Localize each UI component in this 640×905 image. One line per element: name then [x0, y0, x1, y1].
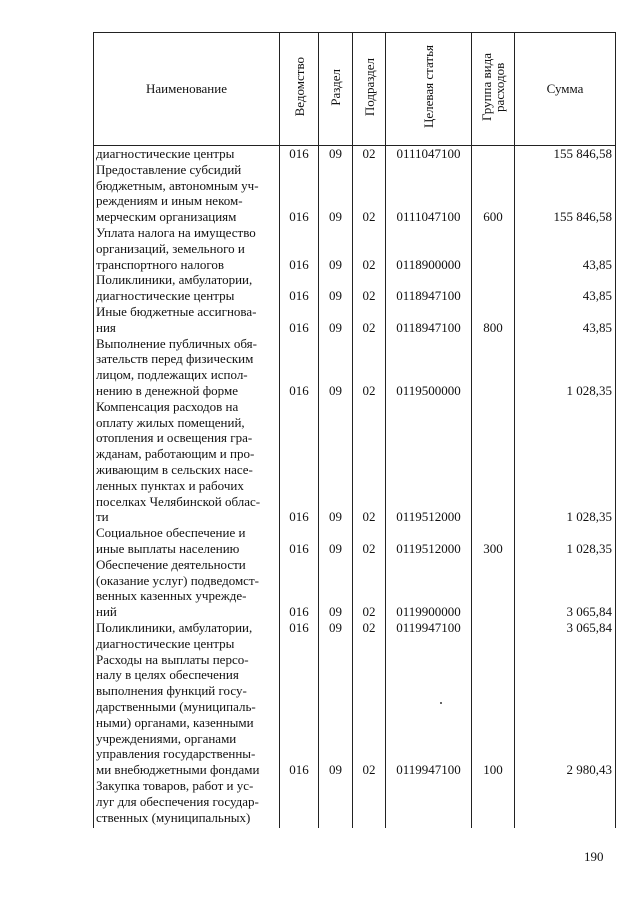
row-subsection: [353, 162, 386, 225]
row-expense-group-value: [472, 604, 514, 620]
row-section-value: 09: [329, 509, 342, 525]
row-expense-group-value: 600: [483, 209, 503, 225]
row-expense-group-value: [472, 620, 514, 636]
table-row: [94, 146, 616, 162]
row-section: [319, 525, 353, 557]
row-subsection: [353, 620, 386, 652]
row-name-line: зательств перед физическим: [96, 351, 254, 367]
row-name-line: бюджетным, автономным уч-: [96, 177, 259, 193]
row-expense-group-value: 800: [483, 319, 503, 335]
row-expense-group: [472, 399, 515, 525]
row-name-line: ний: [96, 604, 117, 620]
row-subsection-value: [353, 810, 385, 826]
row-name-line: управления государственны-: [96, 746, 256, 762]
row-target: [386, 652, 472, 778]
row-target: [386, 525, 472, 557]
row-subsection-value: 02: [362, 509, 376, 525]
row-section: [319, 146, 353, 162]
row-amount-value: [515, 810, 612, 826]
row-subsection: [353, 557, 386, 620]
row-amount-value: 43,85: [582, 288, 612, 304]
table-row: [94, 620, 616, 652]
row-department: [280, 778, 319, 828]
row-subsection-value: 02: [362, 540, 376, 556]
table-header-row: [94, 33, 616, 146]
table-row: [94, 399, 616, 525]
row-amount-value: 1 028,35: [566, 509, 612, 525]
row-subsection: [353, 225, 386, 272]
row-subsection: [353, 525, 386, 557]
row-name-line: мерческим организациям: [96, 209, 237, 225]
header-department: Ведомство: [280, 33, 319, 146]
row-department-value: [280, 810, 318, 826]
row-subsection-value: 02: [362, 256, 376, 272]
row-amount: [515, 162, 616, 225]
row-subsection: [353, 399, 386, 525]
row-expense-group-value: [472, 810, 514, 826]
row-target-value: 0118947100: [396, 288, 461, 304]
row-name-line: Иные бюджетные ассигнова-: [96, 303, 257, 319]
row-name-line: выполнения функций госу-: [96, 683, 247, 699]
row-target: [386, 304, 472, 336]
row-name: [94, 272, 280, 304]
row-name-line: Социальное обеспечение и: [96, 525, 246, 541]
row-expense-group-value: [472, 383, 514, 399]
row-name: [94, 336, 280, 399]
row-name: [94, 162, 280, 225]
row-name-line: оплату жилых помещений,: [96, 414, 245, 430]
header-target: Целевая статья: [386, 33, 472, 146]
row-amount-value: 43,85: [582, 256, 612, 272]
table-row: [94, 162, 616, 225]
row-name-line: нению в денежной форме: [96, 382, 238, 398]
row-department-value: 016: [289, 209, 309, 225]
row-department-value: 016: [289, 604, 309, 620]
row-section-value: 09: [329, 146, 342, 161]
row-amount: [515, 620, 616, 652]
header-expense-group: Группа вида расходов: [472, 33, 515, 146]
row-name-line: учреждениями, органами: [96, 730, 237, 746]
row-expense-group: [472, 652, 515, 778]
row-subsection: [353, 778, 386, 828]
row-subsection: [353, 272, 386, 304]
row-name-line: Выполнение публичных обя-: [96, 335, 257, 351]
row-name-line: ми внебюджетными фондами: [96, 762, 260, 778]
row-target-value: 0119512000: [396, 540, 461, 556]
row-subsection: [353, 146, 386, 162]
row-section: [319, 557, 353, 620]
row-name-line: налу в целях обеспечения: [96, 667, 239, 683]
row-name: [94, 146, 280, 162]
row-section-value: 09: [329, 762, 342, 778]
row-name-line: лицом, подлежащих испол-: [96, 367, 248, 383]
row-amount: [515, 525, 616, 557]
row-department: [280, 272, 319, 304]
row-amount-value: 2 980,43: [566, 762, 612, 778]
row-expense-group: [472, 778, 515, 828]
row-name-line: диагностические центры: [96, 146, 235, 161]
row-name-line: иные выплаты населению: [96, 540, 240, 556]
row-section: [319, 225, 353, 272]
row-name: [94, 399, 280, 525]
row-department: [280, 162, 319, 225]
row-target-value: 0119947100: [396, 619, 461, 635]
row-name-line: отопления и освещения гра-: [96, 430, 253, 446]
header-subsection: Подраздел: [353, 33, 386, 146]
row-expense-group-value: [472, 257, 514, 273]
page-number: 190: [584, 849, 604, 864]
row-section-value: 09: [329, 619, 342, 635]
row-name-line: Расходы на выплаты персо-: [96, 651, 249, 667]
row-expense-group: [472, 336, 515, 399]
row-amount-value: 155 846,58: [553, 146, 612, 161]
row-name: [94, 225, 280, 272]
row-department: [280, 620, 319, 652]
row-department-value: 016: [289, 319, 309, 335]
row-subsection-value: 02: [362, 288, 376, 304]
row-department-value: 016: [289, 146, 309, 161]
row-name-line: ния: [96, 319, 116, 335]
row-name-line: Уплата налога на имущество: [96, 224, 256, 240]
row-section-value: 09: [329, 382, 342, 398]
row-department: [280, 525, 319, 557]
row-expense-group: [472, 620, 515, 652]
row-expense-group-value: [472, 509, 514, 525]
row-amount-value: 43,85: [582, 319, 612, 335]
row-name-line: Закупка товаров, работ и ус-: [96, 777, 254, 793]
row-name-line: организаций, земельного и: [96, 240, 245, 256]
row-target: [386, 225, 472, 272]
row-department-value: 016: [289, 256, 309, 272]
table-body: [94, 146, 616, 828]
row-department: [280, 399, 319, 525]
row-target: [386, 620, 472, 652]
row-section: [319, 652, 353, 778]
row-expense-group-value: 300: [483, 540, 503, 556]
table-row: [94, 225, 616, 272]
row-name: [94, 778, 280, 828]
row-target: [386, 272, 472, 304]
row-amount: [515, 225, 616, 272]
row-amount: [515, 304, 616, 336]
row-department-value: 016: [289, 509, 309, 525]
row-department: [280, 225, 319, 272]
table-row: [94, 652, 616, 778]
row-target-value: 0119500000: [396, 382, 461, 398]
row-section-value: [319, 810, 352, 826]
row-target-value: 0118947100: [396, 319, 461, 335]
row-target-value: 0111047100: [396, 209, 461, 225]
table-row: [94, 304, 616, 336]
row-name-line: реждениям и иным неком-: [96, 193, 243, 209]
table-row: [94, 336, 616, 399]
row-amount: [515, 652, 616, 778]
row-target: [386, 146, 472, 162]
row-subsection: [353, 336, 386, 399]
row-name: [94, 304, 280, 336]
row-subsection: [353, 304, 386, 336]
row-expense-group: [472, 525, 515, 557]
table-row: [94, 778, 616, 828]
row-amount: [515, 272, 616, 304]
row-department-value: 016: [289, 619, 309, 635]
row-section: [319, 399, 353, 525]
table-row: [94, 272, 616, 304]
row-section: [319, 620, 353, 652]
row-target-value: 0119512000: [396, 509, 461, 525]
row-section: [319, 778, 353, 828]
row-subsection-value: 02: [362, 319, 376, 335]
row-target: [386, 162, 472, 225]
row-section: [319, 304, 353, 336]
table-row: [94, 557, 616, 620]
row-amount-value: 1 028,35: [566, 540, 612, 556]
row-subsection-value: 02: [362, 619, 376, 635]
table-row: [94, 525, 616, 557]
row-subsection: [353, 652, 386, 778]
row-name: [94, 652, 280, 778]
row-target-value: 0119900000: [396, 604, 461, 620]
row-amount: [515, 778, 616, 828]
row-department: [280, 336, 319, 399]
row-name-line: луг для обеспечения государ-: [96, 793, 259, 809]
row-department-value: 016: [289, 762, 309, 778]
row-department-value: 016: [289, 540, 309, 556]
row-name-line: живающим в сельских насе-: [96, 461, 253, 477]
row-department: [280, 652, 319, 778]
row-name-line: ленных пунктах и рабочих: [96, 477, 244, 493]
row-subsection-value: 02: [362, 762, 376, 778]
row-department: [280, 304, 319, 336]
row-expense-group: [472, 162, 515, 225]
header-section: Раздел: [319, 33, 353, 146]
row-amount: [515, 557, 616, 620]
row-name-line: ственных (муниципальных): [96, 809, 251, 825]
budget-table: [93, 32, 616, 828]
row-subsection-value: 02: [362, 209, 376, 225]
row-name-line: ти: [96, 509, 109, 525]
row-section-value: 09: [329, 319, 342, 335]
stray-mark: [440, 702, 442, 704]
row-department-value: 016: [289, 382, 309, 398]
row-amount: [515, 146, 616, 162]
row-subsection-value: 02: [362, 146, 376, 161]
row-name-line: Поликлиники, амбулатории,: [96, 272, 253, 288]
row-target-value: 0118900000: [396, 256, 461, 272]
row-amount-value: 1 028,35: [566, 382, 612, 398]
row-name-line: Компенсация расходов на: [96, 398, 239, 414]
row-name-line: дарственными (муниципаль-: [96, 698, 256, 714]
row-expense-group-value: [472, 146, 514, 162]
row-amount: [515, 399, 616, 525]
row-name-line: (оказание услуг) подведомст-: [96, 572, 259, 588]
row-name-line: диагностические центры: [96, 288, 235, 304]
row-target-value: 0111047100: [396, 146, 461, 161]
row-department-value: 016: [289, 288, 309, 304]
row-expense-group-value: 100: [483, 762, 503, 778]
header-name: Наименование: [94, 33, 280, 146]
budget-table-container: [93, 32, 615, 835]
row-target-value: [386, 810, 471, 826]
row-name: [94, 557, 280, 620]
row-department: [280, 146, 319, 162]
row-target-value: 0119947100: [396, 762, 461, 778]
row-name: [94, 525, 280, 557]
row-name-line: жданам, работающим и про-: [96, 446, 255, 462]
row-target: [386, 399, 472, 525]
row-amount-value: 155 846,58: [553, 209, 612, 225]
row-expense-group-value: [472, 288, 514, 304]
row-department: [280, 557, 319, 620]
row-name-line: диагностические центры: [96, 635, 235, 651]
row-section-value: 09: [329, 209, 342, 225]
row-target: [386, 557, 472, 620]
row-section: [319, 336, 353, 399]
row-name-line: поселках Челябинской облас-: [96, 493, 261, 509]
row-amount-value: 3 065,84: [566, 604, 612, 620]
row-expense-group: [472, 146, 515, 162]
row-name-line: Поликлиники, амбулатории,: [96, 619, 253, 635]
row-expense-group: [472, 272, 515, 304]
row-subsection-value: 02: [362, 604, 376, 620]
row-name-line: Предоставление субсидий: [96, 161, 242, 177]
row-name-line: Обеспечение деятельности: [96, 556, 246, 572]
row-section-value: 09: [329, 604, 342, 620]
row-name-line: венных казенных учрежде-: [96, 588, 247, 604]
row-subsection-value: 02: [362, 382, 376, 398]
row-name-line: ными) органами, казенными: [96, 714, 254, 730]
row-amount: [515, 336, 616, 399]
row-section-value: 09: [329, 540, 342, 556]
row-expense-group: [472, 225, 515, 272]
row-target: [386, 778, 472, 828]
row-amount-value: 3 065,84: [566, 619, 612, 635]
row-expense-group: [472, 304, 515, 336]
row-target: [386, 336, 472, 399]
row-section: [319, 162, 353, 225]
row-section-value: 09: [329, 256, 342, 272]
row-expense-group: [472, 557, 515, 620]
row-name: [94, 620, 280, 652]
row-name-line: транспортного налогов: [96, 256, 224, 272]
row-section-value: 09: [329, 288, 342, 304]
header-amount: Сумма: [515, 33, 616, 146]
row-section: [319, 272, 353, 304]
